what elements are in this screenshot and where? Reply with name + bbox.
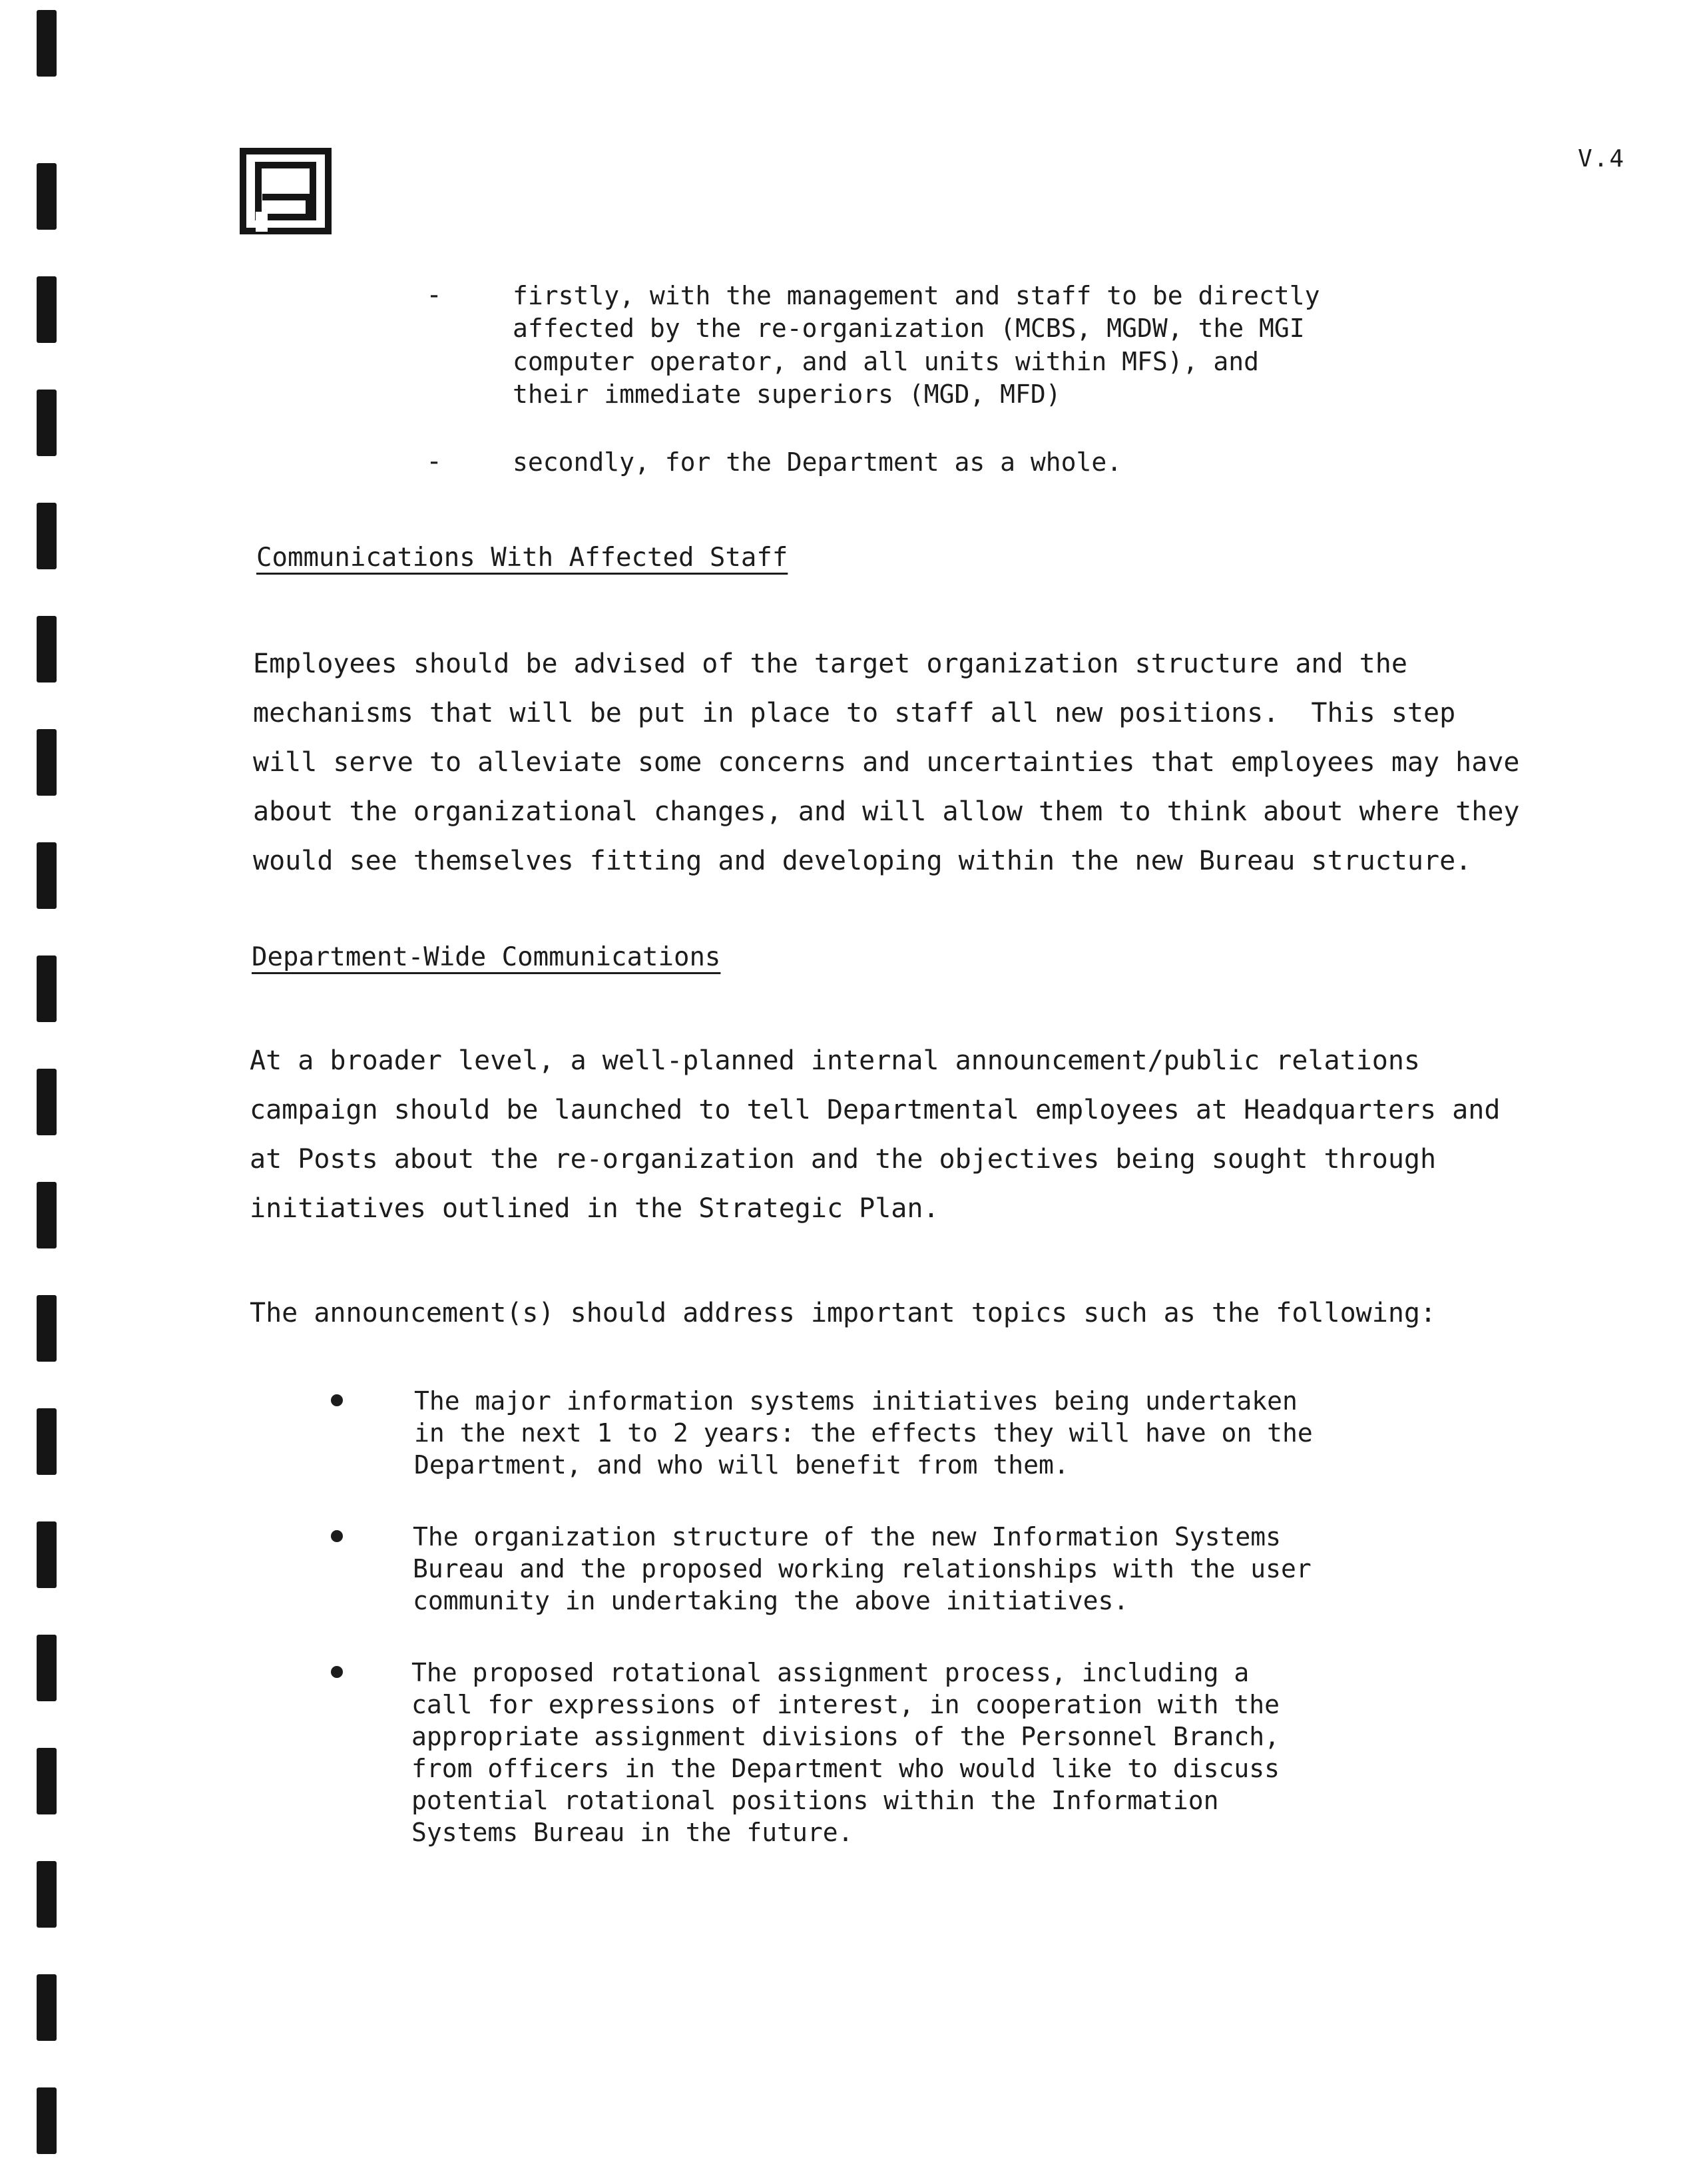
binding-hole [37, 503, 57, 569]
binding-hole [37, 390, 57, 456]
binding-hole [37, 276, 57, 343]
binding-hole [37, 1974, 57, 2041]
binding-hole [37, 1182, 57, 1248]
list-item: The proposed rotational assignment process, including a call for expressions of interest, in cooperation with the appropriate assignment divisions of the Personnel Branch, from officers in the Department who would like to discuss potential rotational positions within the Information Systems Bureau in the future. [411, 1658, 1280, 1847]
binding-hole [37, 1295, 57, 1362]
section-paragraph: At a broader level, a well-planned internal announcement/public relations campaign should be launched to tell Departmental employees at Headquarters and at Posts about the re-organization and the objectives being sought through initiatives outlined in the Strategic Plan. [250, 1045, 1501, 1224]
binding-hole [37, 842, 57, 909]
list-item: The organization structure of the new Information Systems Bureau and the proposed working relationships with the user community in undertaking the above initiatives. [413, 1522, 1312, 1615]
square-spiral-logo-icon [240, 148, 332, 234]
binding-hole [37, 1408, 57, 1475]
bullet-dot [331, 1530, 343, 1542]
section-paragraph: Employees should be advised of the target organization structure and the mechanisms that will be put in place to staff all new positions. This step will serve to alleviate some concerns and uncertainties that employees may have about the organizational changes, and will allow them to think about where they would see themselves fitting and developing within the new Bureau structure. [253, 649, 1520, 876]
intro-item: secondly, for the Department as a whole. [513, 447, 1122, 477]
binding-hole [37, 1635, 57, 1701]
dash-marker: - [426, 280, 443, 310]
section-heading: Communications With Affected Staff [256, 543, 788, 573]
binding-hole [37, 1521, 57, 1588]
bullet-dot [331, 1666, 343, 1678]
binding-hole [37, 163, 57, 230]
binding-hole [37, 10, 57, 77]
binding-hole [37, 616, 57, 682]
bullet-dot [331, 1394, 343, 1406]
binding-hole [37, 2087, 57, 2154]
page-number: V.4 [1578, 145, 1626, 172]
intro-item: firstly, with the management and staff to be directly affected by the re-organization (MCBS, MGDW, the MGI computer operator, and all units within MFS), and their immediate superiors (MGD, MFD) [513, 281, 1320, 410]
list-item: The major information systems initiatives being undertaken in the next 1 to 2 years: the effects they will have on the Department, and who will benefit from them. [414, 1386, 1313, 1480]
dash-marker: - [426, 446, 443, 477]
binding-hole [37, 729, 57, 796]
binding-hole [37, 1861, 57, 1928]
binding-hole [37, 1748, 57, 1814]
section-heading: Department-Wide Communications [252, 942, 721, 972]
binding-hole [37, 1069, 57, 1135]
announcement-intro: The announcement(s) should address important topics such as the following: [250, 1298, 1437, 1328]
binding-hole [37, 956, 57, 1022]
